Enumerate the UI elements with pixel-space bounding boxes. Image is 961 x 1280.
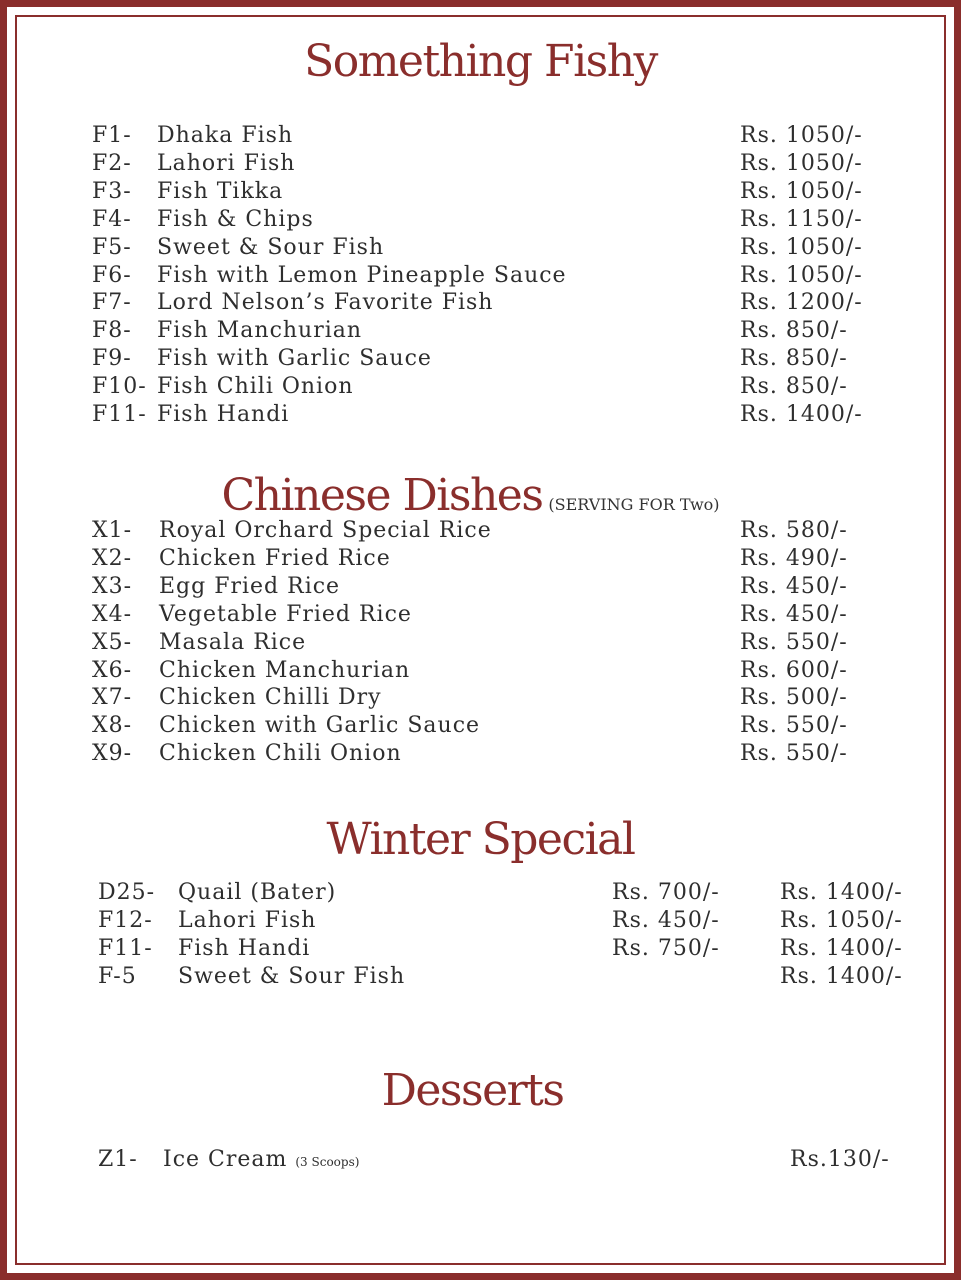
item-price: Rs. 1050/-: [740, 123, 863, 148]
item-code: X3-: [92, 573, 133, 599]
item-name: Chicken Fried Rice: [159, 545, 391, 571]
item-price: Rs. 450/-: [740, 601, 848, 627]
item-name: Lord Nelson’s Favorite Fish: [157, 290, 494, 316]
item-code: F-5: [98, 964, 137, 989]
item-price: Rs. 1050/-: [740, 234, 863, 260]
item-name: Chicken with Garlic Sauce: [159, 713, 481, 739]
item-code: Z1-: [98, 1147, 138, 1172]
item-code: F11-: [98, 936, 153, 961]
item-price: Rs. 550/-: [740, 629, 848, 655]
item-name: Sweet & Sour Fish: [178, 964, 406, 989]
item-code: F6-: [92, 262, 132, 288]
item-price: Rs.130/-: [790, 1147, 890, 1172]
item-name: Ice Cream (3 Scoops): [163, 1147, 360, 1172]
item-price: Rs. 450/-: [612, 908, 720, 933]
item-price: Rs. 700/-: [612, 880, 720, 905]
item-name: Dhaka Fish: [157, 123, 294, 148]
item-name: Quail (Bater): [178, 880, 337, 905]
item-name: Fish & Chips: [157, 206, 314, 232]
item-code: F8-: [92, 318, 132, 344]
item-name: Fish Handi: [178, 936, 311, 961]
item-price: Rs. 1400/-: [780, 936, 903, 961]
section-title-chinese: Chinese Dishes (SERVING FOR Two): [221, 470, 720, 521]
section-title-fish: Something Fishy: [304, 36, 657, 87]
item-name: Fish with Lemon Pineapple Sauce: [157, 262, 567, 288]
item-price: Rs. 550/-: [740, 741, 848, 767]
item-code: X8-: [92, 713, 133, 739]
section-title-desserts: Desserts: [381, 1065, 564, 1116]
item-name: Chicken Chili Onion: [159, 741, 402, 767]
item-price: Rs. 850/-: [740, 374, 848, 400]
item-name: Fish Chili Onion: [157, 374, 354, 400]
item-code: F4-: [92, 206, 132, 232]
item-code: F5-: [92, 234, 132, 260]
item-price: Rs. 550/-: [740, 713, 848, 739]
section-title-winter: Winter Special: [326, 814, 635, 865]
item-code: X6-: [92, 657, 133, 683]
item-code: F7-: [92, 290, 132, 316]
item-code: X1-: [92, 518, 133, 543]
item-name: Lahori Fish: [157, 150, 296, 176]
item-name: Royal Orchard Special Rice: [159, 518, 492, 543]
item-price: Rs. 450/-: [740, 573, 848, 599]
item-name: Lahori Fish: [178, 908, 317, 933]
item-price: Rs. 750/-: [612, 936, 720, 961]
item-price: Rs. 580/-: [740, 518, 848, 543]
item-code: F10-: [92, 374, 147, 400]
item-price: Rs. 1050/-: [740, 178, 863, 204]
item-code: F2-: [92, 150, 132, 176]
item-code: X9-: [92, 741, 133, 767]
item-code: X4-: [92, 601, 133, 627]
item-price: Rs. 500/-: [740, 685, 848, 711]
item-price: Rs. 1400/-: [780, 880, 903, 905]
item-code: F11-: [92, 402, 147, 427]
item-price: Rs. 1050/-: [740, 150, 863, 176]
item-code: F1-: [92, 123, 132, 148]
item-code: D25-: [98, 880, 156, 905]
item-code: X7-: [92, 685, 133, 711]
item-price: Rs. 600/-: [740, 657, 848, 683]
item-price: Rs. 1200/-: [740, 290, 863, 316]
item-name: Fish Manchurian: [157, 318, 363, 344]
item-code: F3-: [92, 178, 132, 204]
item-name: Chicken Manchurian: [159, 657, 411, 683]
item-name: Egg Fried Rice: [159, 573, 341, 599]
item-code: X2-: [92, 545, 133, 571]
item-name: Vegetable Fried Rice: [159, 601, 412, 627]
item-price: Rs. 850/-: [740, 346, 848, 372]
item-price: Rs. 850/-: [740, 318, 848, 344]
item-name: Masala Rice: [159, 629, 307, 655]
item-price: Rs. 1050/-: [740, 262, 863, 288]
item-name: Chicken Chilli Dry: [159, 685, 382, 711]
item-price: Rs. 1150/-: [740, 206, 863, 232]
item-code: F9-: [92, 346, 132, 372]
item-price: Rs. 1050/-: [780, 908, 903, 933]
item-name: Sweet & Sour Fish: [157, 234, 385, 260]
item-code: F12-: [98, 908, 153, 933]
item-price: Rs. 490/-: [740, 545, 848, 571]
item-note: (3 Scoops): [295, 1155, 360, 1169]
item-price: Rs. 1400/-: [780, 964, 903, 989]
item-name: Fish with Garlic Sauce: [157, 346, 432, 372]
item-name: Fish Tikka: [157, 178, 284, 204]
item-name: Fish Handi: [157, 402, 290, 427]
item-code: X5-: [92, 629, 133, 655]
section-subtitle-chinese: (SERVING FOR Two): [548, 495, 720, 514]
item-price: Rs. 1400/-: [740, 402, 863, 427]
